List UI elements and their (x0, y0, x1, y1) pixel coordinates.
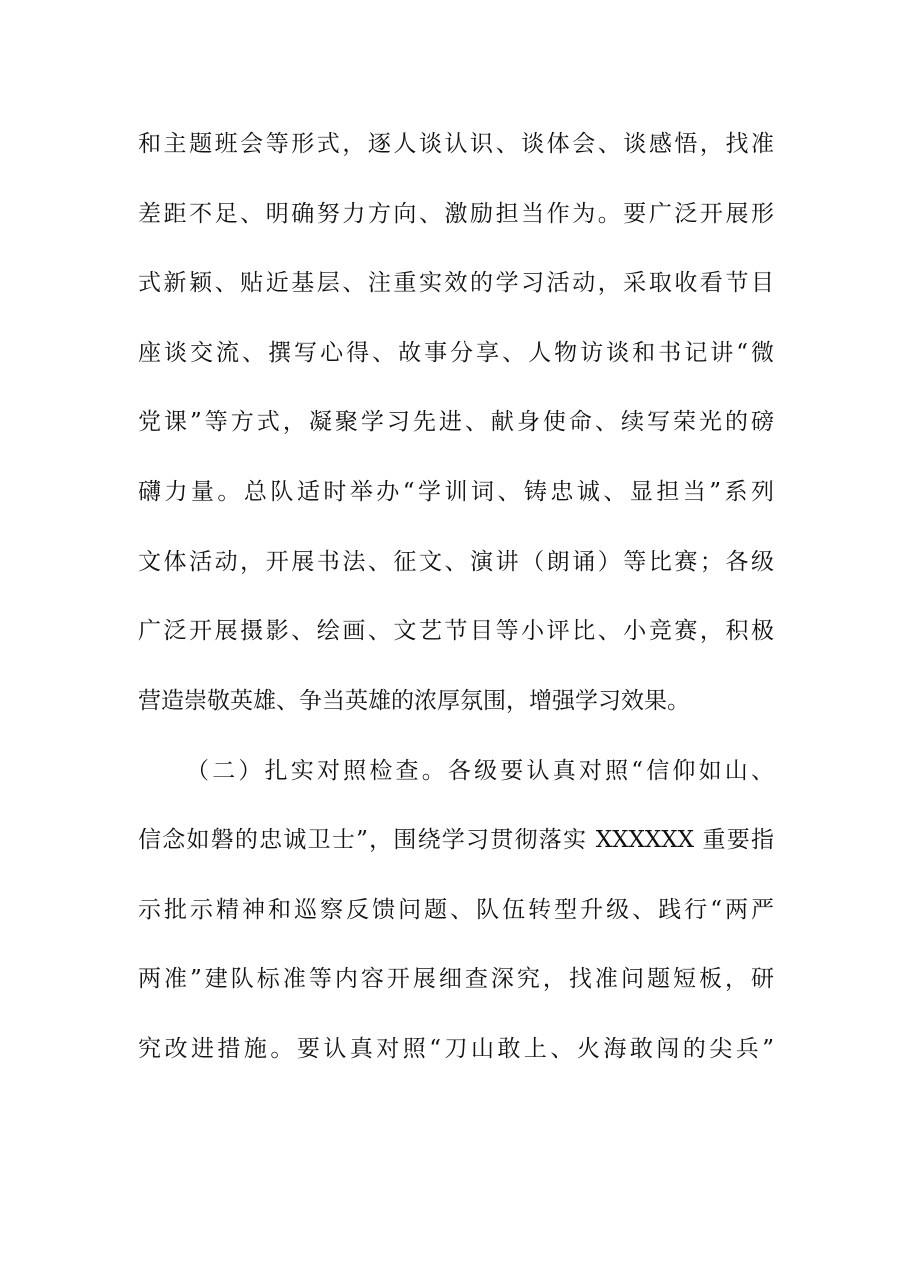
text-line: 党课”等方式，凝聚学习先进、献身使命、续写荣光的磅 (138, 409, 774, 435)
section-heading-line: （二）扎实对照检查。各级要认真对照“信仰如山、 (186, 758, 774, 784)
text-line: 礴力量。总队适时举办“学训词、铸忠诚、显担当”系列 (138, 479, 774, 505)
text-line: 差距不足、明确努力方向、激励担当作为。要广泛开展形 (138, 201, 774, 227)
text-line: 究改进措施。要认真对照“刀山敢上、火海敢闯的尖兵” (138, 1036, 774, 1062)
text-line: 座谈交流、撰写心得、故事分享、人物访谈和书记讲“微 (138, 340, 774, 366)
text-line: 信念如磐的忠诚卫士”，围绕学习贯彻落实 XXXXXX 重要指 (138, 827, 774, 853)
text-line: 广泛开展摄影、绘画、文艺节目等小评比、小竞赛，积极 (138, 618, 774, 644)
paragraph-end-line: 营造崇敬英雄、争当英雄的浓厚氛围，增强学习效果。 (138, 688, 690, 714)
text-line: 式新颖、贴近基层、注重实效的学习活动，采取收看节目 (138, 270, 774, 296)
text-line: 示批示精神和巡察反馈问题、队伍转型升级、践行“两严 (138, 897, 774, 923)
text-line: 两准”建队标准等内容开展细查深究，找准问题短板，研 (138, 966, 774, 992)
text-line: 文体活动，开展书法、征文、演讲（朗诵）等比赛；各级 (138, 549, 774, 575)
text-line: 和主题班会等形式，逐人谈认识、谈体会、谈感悟，找准 (138, 131, 774, 157)
